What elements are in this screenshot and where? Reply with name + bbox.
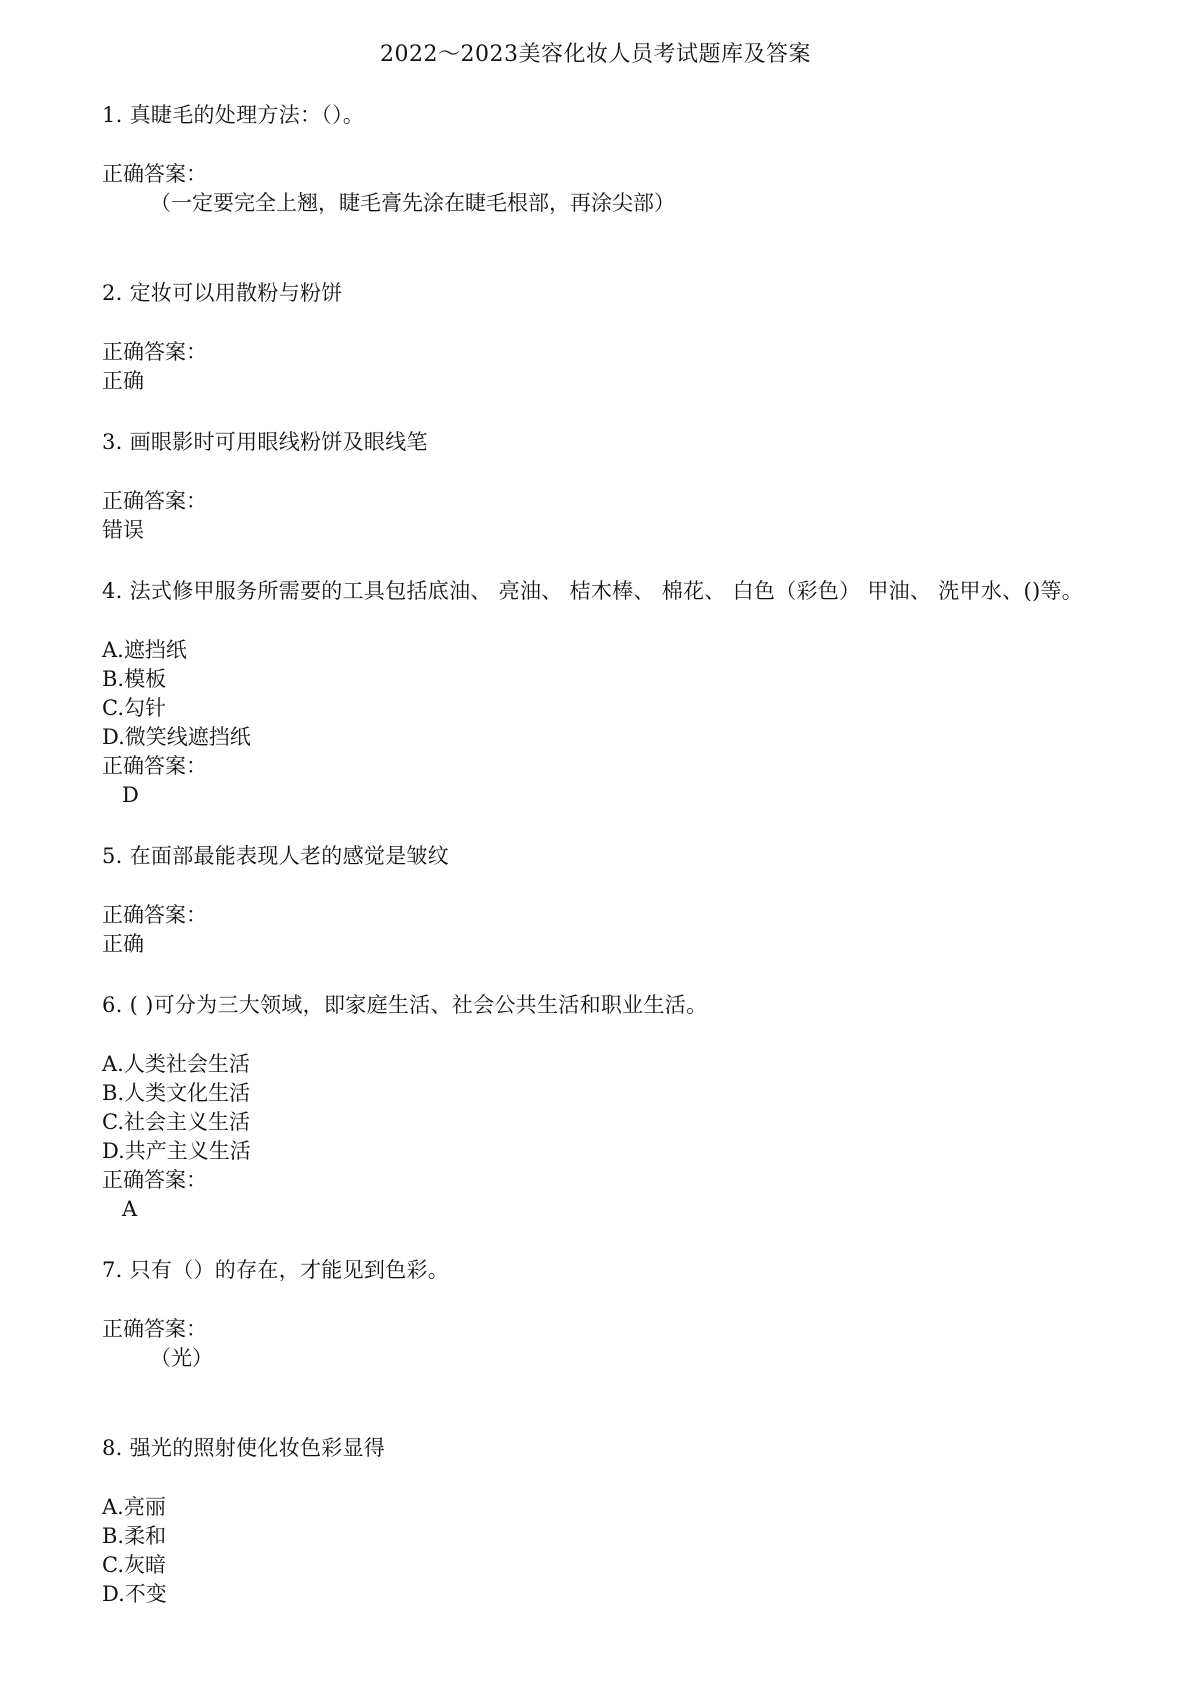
- answer-label: 正确答案：: [102, 754, 207, 778]
- option-c: C.社会主义生活: [102, 1110, 250, 1134]
- question-stem: 1. 真睫毛的处理方法：（）。: [102, 103, 365, 127]
- question-stem: 4. 法式修甲服务所需要的工具包括底油、 亮油、 桔木棒、 棉花、 白色（彩色） 甲油、 洗甲水、()等。: [102, 579, 1084, 603]
- answer-value: 正确: [102, 369, 144, 393]
- question-1: [102, 100, 1112, 218]
- answer-value: （光）: [150, 1346, 213, 1370]
- question-4: [102, 576, 1112, 810]
- question-5: [102, 841, 1112, 959]
- question-stem: 8. 强光的照射使化妆色彩显得: [102, 1436, 386, 1460]
- page-title: 2022～2023美容化妆人员考试题库及答案: [380, 42, 811, 67]
- option-a: A.人类社会生活: [102, 1052, 250, 1076]
- option-c: C.灰暗: [102, 1553, 166, 1577]
- answer-label: 正确答案：: [102, 489, 207, 513]
- question-list: [102, 100, 1112, 1609]
- answer-value: 正确: [102, 932, 144, 956]
- option-d: D.共产主义生活: [102, 1139, 251, 1163]
- question-stem: 5. 在面部最能表现人老的感觉是皱纹: [102, 844, 450, 868]
- question-stem: 6. ( )可分为三大领域，即家庭生活、社会公共生活和职业生活。: [102, 993, 708, 1017]
- answer-label: 正确答案：: [102, 1317, 207, 1341]
- question-8: [102, 1433, 1112, 1609]
- option-a: A.亮丽: [102, 1495, 166, 1519]
- question-7: [102, 1255, 1112, 1373]
- question-6: [102, 990, 1112, 1224]
- answer-value: 错误: [102, 518, 144, 542]
- option-d: D.不变: [102, 1582, 167, 1606]
- option-d: D.微笑线遮挡纸: [102, 725, 251, 749]
- answer-label: 正确答案：: [102, 903, 207, 927]
- answer-label: 正确答案：: [102, 1168, 207, 1192]
- answer-value: A: [122, 1197, 138, 1221]
- question-stem: 3. 画眼影时可用眼线粉饼及眼线笔: [102, 430, 428, 454]
- answer-value: D: [122, 783, 139, 807]
- question-stem: 2. 定妆可以用散粉与粉饼: [102, 281, 343, 305]
- option-b: B.人类文化生活: [102, 1081, 251, 1105]
- question-2: [102, 278, 1112, 396]
- option-b: B.柔和: [102, 1524, 167, 1548]
- option-b: B.模板: [102, 667, 167, 691]
- answer-value: （一定要完全上翘，睫毛膏先涂在睫毛根部，再涂尖部）: [150, 191, 675, 215]
- answer-label: 正确答案：: [102, 340, 207, 364]
- answer-label: 正确答案：: [102, 162, 207, 186]
- question-3: [102, 427, 1112, 545]
- option-a: A.遮挡纸: [102, 638, 187, 662]
- question-stem: 7. 只有（）的存在，才能见到色彩。: [102, 1258, 450, 1282]
- option-c: C.勾针: [102, 696, 166, 720]
